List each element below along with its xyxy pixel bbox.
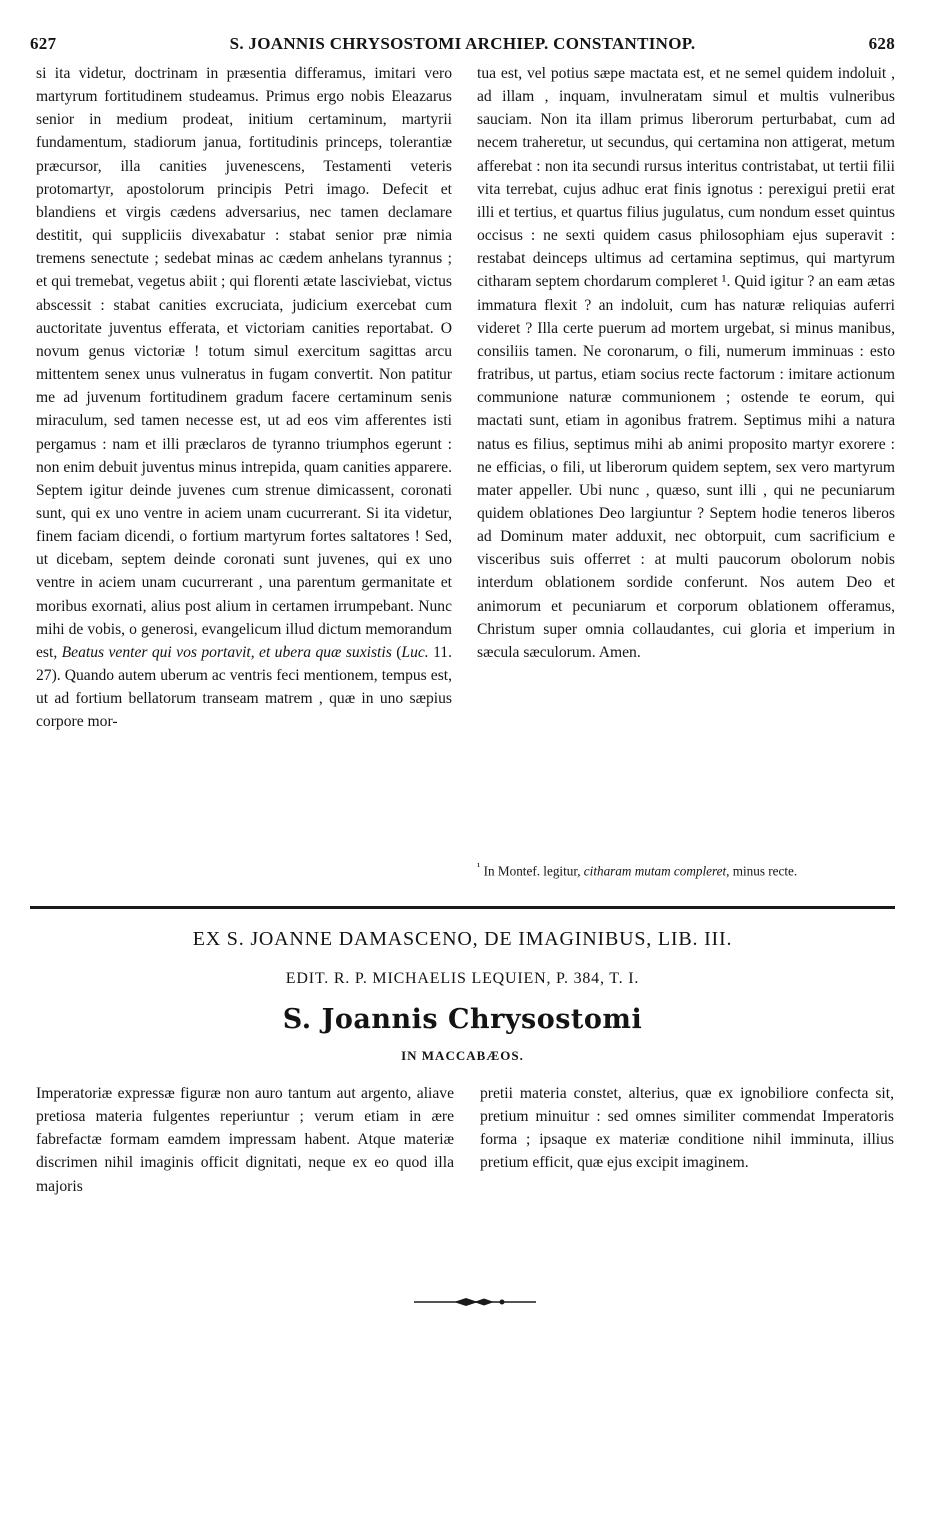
end-ornament bbox=[412, 1295, 538, 1309]
ref-book: Luc. bbox=[401, 643, 429, 661]
footnote-tail: , minus recte. bbox=[726, 863, 798, 879]
body-text-continued: 11. 27). Quando autem uberum ac ventris feci mentionem, tempus est, ut ad fortium bellatorum transeam matrem , quæ in uno sæpius corpore mor- bbox=[36, 643, 452, 731]
excerpt-column-right bbox=[480, 1082, 894, 1175]
running-head bbox=[30, 34, 895, 60]
footnote-quote: citharam mutam compleret bbox=[583, 863, 727, 879]
page-number-left: 627 bbox=[30, 34, 57, 53]
scripture-quote: Beatus venter qui vos portavit, et ubera quæ suxistis bbox=[61, 643, 392, 661]
footnote-mark: ¹ bbox=[477, 861, 481, 873]
page-number-right: 628 bbox=[868, 34, 895, 53]
edition-line: EDIT. R. P. MICHAELIS LEQUIEN, P. 384, T. I. bbox=[285, 970, 640, 987]
paragraph: pretii materia constet, alterius, quæ ex ignobiliore confecta sit, pretium minuitur : sed omnes similiter commendat Imperatoris forma ; ipsaque ex materiæ conditione nihil imminuta, illius pretium efficit, quæ ejus excipit imaginem. bbox=[480, 1085, 894, 1172]
ref-open: ( bbox=[396, 643, 402, 661]
section-divider bbox=[30, 906, 895, 909]
section-heading: S. Joannis Chrysostomi bbox=[282, 1004, 643, 1035]
body-text: si ita videtur, doctrinam in præsentia differamus, imitari vero martyrum fortitudinem studeamus. Primus ergo nobis Eleazarus senior in medium prodeat, initium certaminum, martyrii fundamentum, stadiorum janua, fortitudinis princeps, tolerantiæ præcursor, illa canities juvenescens, Testamenti veteris protomartyr, apostolorum principis Petri imago. Defecit et blandiens et virgis cædens adversarius, nec tamen declamare destitit, qui suppliciis divexabatur : stabat senior præ nimia tremens senectute ; sedebat minas ac cædem anhelans tyrannus ; et qui tremebat, vegetus abiit ; qui florenti ætate lasciviebat, victus abscessit : stabat canities excruciata, judicium exercebat cum auctoritate juventus efferata, et victoriam canities reportabat. O novum genus victoriæ ! totum simul exercitum sagittas arcu mittentem senex unus vulneratus in fugam convertit. Non patitur me ad juvenum fortitudinem gradum facere certaminum senis miraculum, sed tamen necesse est, ut ad eos vim afferentes isti pergamus : nam et illi præclaros de tyranno triumphos egerunt : non enim debuit juventus minus intrepida, quam canities apparere. Septem igitur deinde juvenes cum strenue dimicassent, coronati sunt, qui ex uno ventre in aciem unam cucurrerant. Si ita videtur, finem faciam dicendi, o fortium martyrum fortes saltatores ! Sed, ut dicebam, septem deinde coronati sunt juvenes, qui ex uno ventre in aciem unam cucurrerant , una parentum germanitate et moribus exornati, alius post alium in certamen irrumpebant. Nunc mihi de vobis, o generosi, evangelicum illud dictum memorandum est, bbox=[36, 65, 452, 661]
text-column-right bbox=[477, 62, 895, 664]
footnote bbox=[477, 858, 895, 880]
paragraph bbox=[36, 62, 452, 734]
footnote-lead: In Montef. legitur, bbox=[480, 863, 584, 879]
paragraph: Imperatoriæ expressæ figuræ non auro tantum aut argento, aliave pretiosa materia fulgentes reperiuntur ; verum etiam in ære fabrefactæ formam eamdem impressam habent. Atque materiæ discrimen nihil imaginis officit dignitati, neque ex eo quod illa majoris bbox=[36, 1085, 454, 1195]
section-title: EX S. JOANNE DAMASCENO, DE IMAGINIBUS, LIB. III. bbox=[192, 928, 733, 950]
running-title: S. JOANNIS CHRYSOSTOMI ARCHIEP. CONSTANTINOP. bbox=[229, 34, 696, 53]
section-subheading: IN MACCABÆOS. bbox=[401, 1048, 524, 1063]
excerpt-column-left bbox=[36, 1082, 454, 1198]
paragraph: tua est, vel potius sæpe mactata est, et ne semel quidem indoluit , ad illam , inquam, invulneratam simul et multis vulneribus sauciam. Non ita illam primus liberorum perturbabat, cum ad necem traheretur, ut secundus, qui certamina non attigerat, metum afferebat : non ita secundi rursus interitus contristabat, ut tertii filii vita terrebat, cujus adhuc erat finis ignotus : perexigui pretii erat illi et tertius, et quartus filius jugulatus, cum nondum esset quintus occisus : ne sexti quidem casus philosophiam ejus superavit : restabat deinceps ultimus ad certamina septimus, qui martyrum citharam septem chordarum compleret ¹. Quid igitur ? an eam ætas immatura flexit ? an indoluit, cum has naturæ reliquias auferri videret ? Illa certe puerum ad mortem urgebat, si minus manibus, consiliis tamen. Ne coronarum, o fili, numerum imminuas : esto fratribus, ut partus, etiam socius recte factorum : imitare actionum communione naturæ communionem ; ostende te eorum, qui mactati sunt, etiam in agonibus fratrem. Septimus mihi a natura natus es filius, septimus mihi ab animi proposito martyr exorere : ne efficias, o fili, ut liberorum quidem septem, sex vero martyrum mater appeller. Ubi nunc , quæso, sunt illi , qui ne pecuniarum quidem oblationes Deo largiuntur ? Septem hodie teneros liberos ad Dominum mater adduxit, nec obtorpuit, cum sacrificium e visceribus suis offerret : at multi paucorum obolorum nobis interdum oblationem sordide conferunt. Nos autem Deo et animorum et pecuniarum et corporum oblationem offeramus, Christum super omnia collaudantes, cui gloria et imperium in sæcula sæculorum. Amen. bbox=[477, 65, 895, 661]
text-column-left bbox=[36, 62, 452, 734]
